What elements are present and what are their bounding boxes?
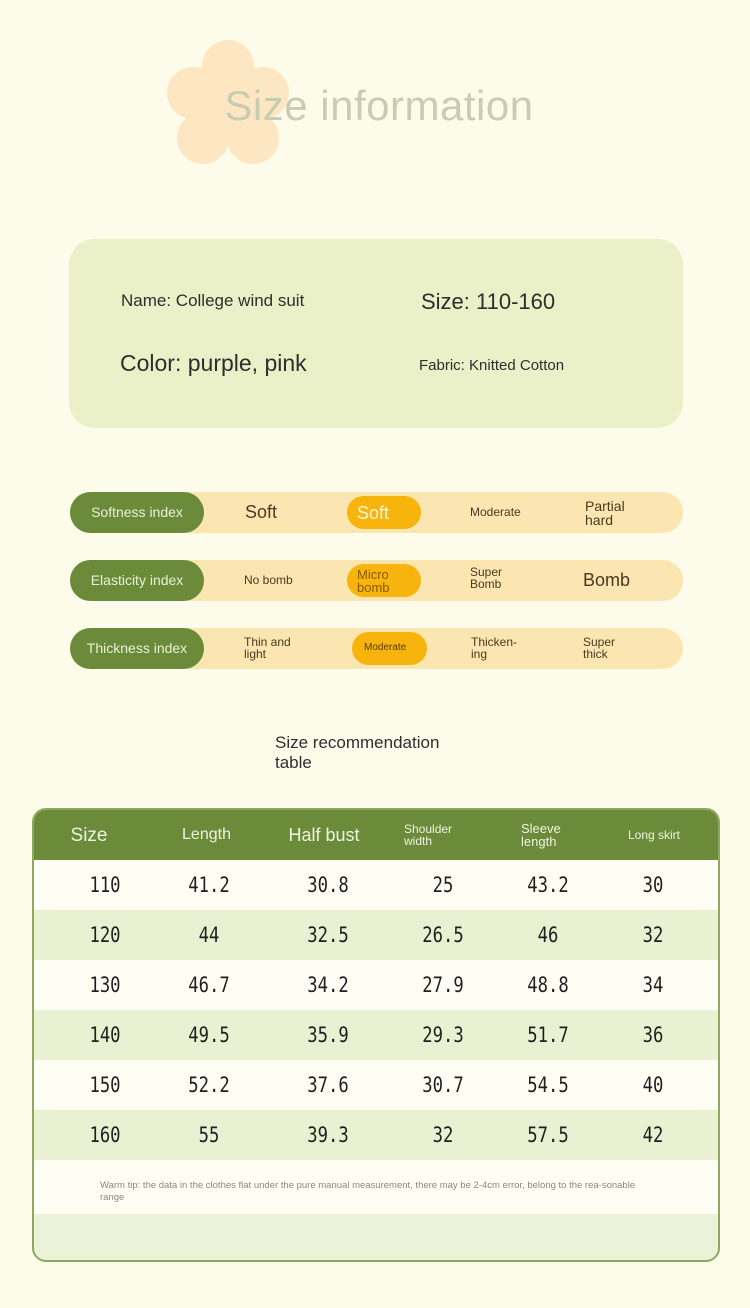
header-half-bust: Half bust: [288, 825, 360, 845]
cell-half-bust: 30.8: [307, 873, 349, 897]
thickness-option-thin-light: Thin and light: [244, 635, 291, 661]
cell-sleeve-length: 51.7: [527, 1023, 569, 1047]
header-size: Size: [70, 824, 108, 846]
thickness-option-thicken-ing: Thicken-ing: [471, 635, 518, 661]
cell-long-skirt: 30: [642, 873, 664, 897]
softness-option-soft: Soft: [245, 502, 278, 522]
cell-size: 150: [89, 1073, 121, 1097]
cell-length: 55: [198, 1123, 220, 1147]
cell-sleeve-length: 54.5: [527, 1073, 569, 1097]
softness-option-soft-selected: Soft: [357, 503, 390, 523]
header-sleeve-length: Sleeve length: [521, 821, 561, 849]
cell-length: 41.2: [188, 873, 230, 897]
cell-long-skirt: 32: [642, 923, 664, 947]
cell-size: 130: [89, 973, 121, 997]
cell-half-bust: 34.2: [307, 973, 349, 997]
cell-length: 49.5: [188, 1023, 230, 1047]
cell-half-bust: 39.3: [307, 1123, 349, 1147]
cell-half-bust: 32.5: [307, 923, 349, 947]
cell-long-skirt: 36: [642, 1023, 664, 1047]
cell-sleeve-length: 46: [537, 923, 559, 947]
cell-half-bust: 35.9: [307, 1023, 349, 1047]
cell-shoulder-width: 26.5: [422, 923, 464, 947]
thickness-option-moderate: Moderate: [364, 642, 407, 653]
cell-size: 120: [89, 923, 121, 947]
product-size-range: Size: 110-160: [421, 289, 556, 314]
cell-sleeve-length: 57.5: [527, 1123, 569, 1147]
cell-long-skirt: 34: [642, 973, 664, 997]
size-table: [32, 808, 720, 1262]
cell-shoulder-width: 29.3: [422, 1023, 464, 1047]
thickness-index-label: Thickness index: [70, 628, 204, 669]
elasticity-option-micro-bomb: Micro bomb: [357, 567, 390, 595]
cell-half-bust: 37.6: [307, 1073, 349, 1097]
elasticity-option-no-bomb: No bomb: [244, 573, 293, 587]
table-row: [34, 860, 718, 910]
table-row: [34, 960, 718, 1010]
cell-size: 140: [89, 1023, 121, 1047]
cell-shoulder-width: 25: [432, 873, 454, 897]
cell-size: 160: [89, 1123, 121, 1147]
table-row: [34, 910, 718, 960]
product-color: Color: purple, pink: [120, 350, 307, 376]
softness-option-moderate: Moderate: [470, 505, 521, 519]
thickness-index-bar: [70, 628, 683, 669]
table-header: [34, 810, 718, 860]
table-row: [34, 1010, 718, 1060]
cell-long-skirt: 42: [642, 1123, 664, 1147]
cell-long-skirt: 40: [642, 1073, 664, 1097]
softness-index-bar: [70, 492, 683, 533]
softness-index-label: Softness index: [70, 492, 204, 533]
elasticity-index-label: Elasticity index: [70, 560, 204, 601]
cell-shoulder-width: 32: [432, 1123, 454, 1147]
thickness-option-super-thick: Super thick: [583, 635, 616, 661]
page-title: Size information: [224, 82, 534, 129]
softness-option-partial-hard: Partial hard: [585, 498, 625, 528]
table-row: [34, 1060, 718, 1110]
elasticity-index-bar: [70, 560, 683, 601]
warm-tip: Warm tip: the data in the clothes flat under the pure manual measurement, there may be 2-4cm error, belong to the rea-sonable range: [100, 1180, 636, 1203]
header-shoulder-width: Shoulder width: [404, 822, 453, 848]
elasticity-option-bomb: Bomb: [583, 570, 631, 590]
cell-length: 44: [198, 923, 220, 947]
cell-shoulder-width: 30.7: [422, 1073, 464, 1097]
table-row: [34, 1110, 718, 1160]
cell-length: 46.7: [188, 973, 230, 997]
cell-shoulder-width: 27.9: [422, 973, 464, 997]
cell-length: 52.2: [188, 1073, 230, 1097]
table-caption: Size recommendation table: [275, 733, 440, 772]
cell-sleeve-length: 43.2: [527, 873, 569, 897]
tip-area: [34, 1160, 718, 1214]
header-long-skirt: Long skirt: [627, 828, 681, 842]
product-fabric: Fabric: Knitted Cotton: [419, 357, 565, 374]
product-info-card: [69, 239, 683, 428]
header-length: Length: [182, 826, 231, 843]
elasticity-option-super-bomb: Super Bomb: [470, 565, 503, 591]
cell-sleeve-length: 48.8: [527, 973, 569, 997]
product-name: Name: College wind suit: [121, 291, 305, 310]
cell-size: 110: [89, 873, 121, 897]
